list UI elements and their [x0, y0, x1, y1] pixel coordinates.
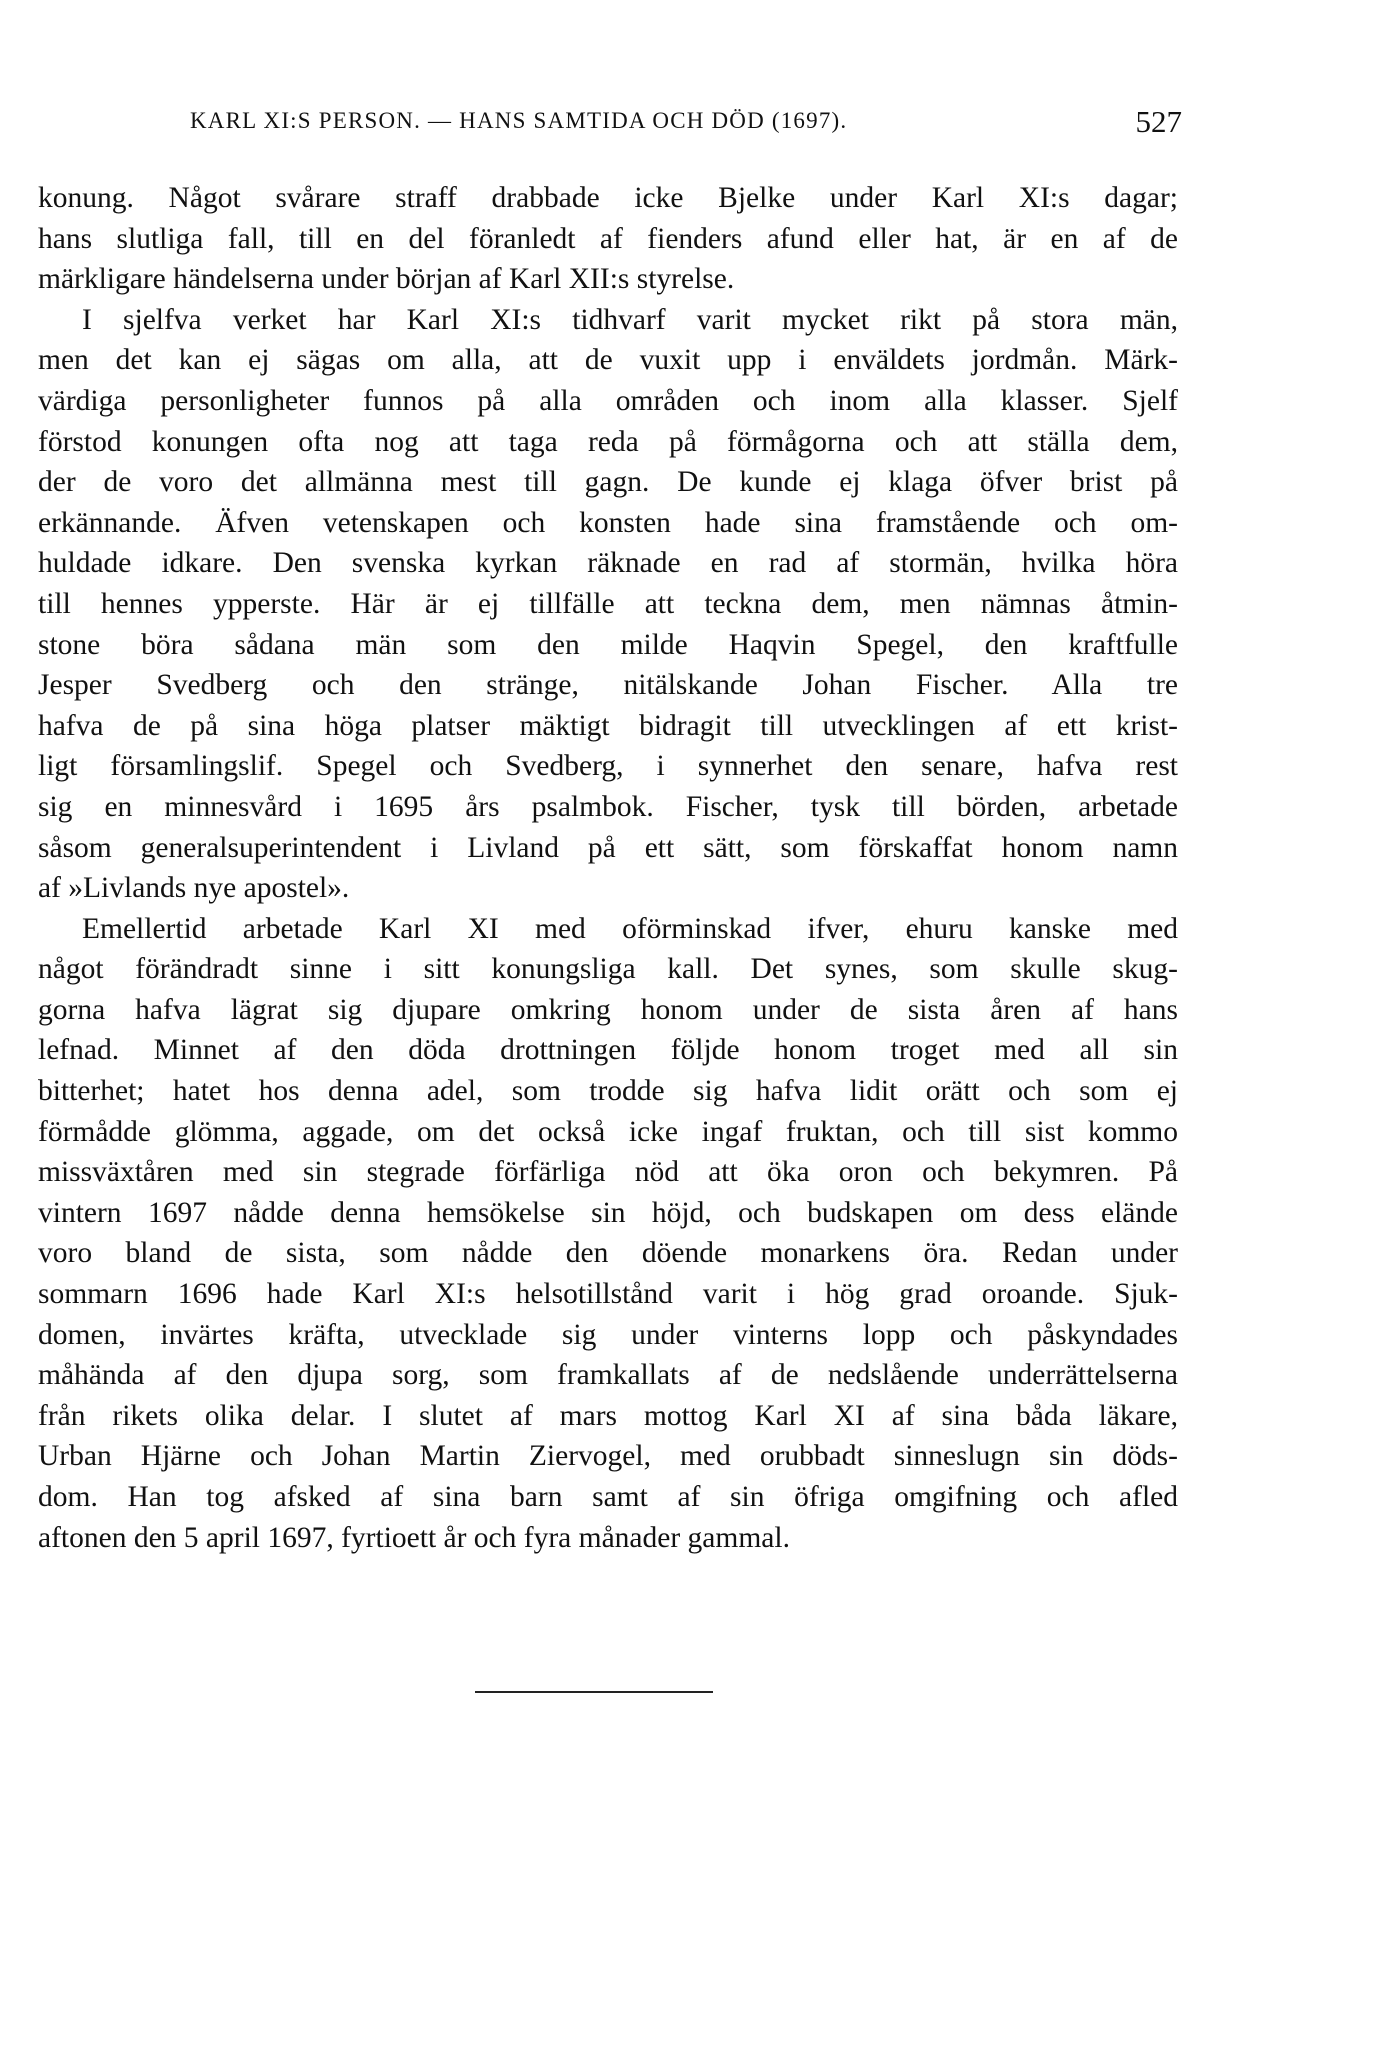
text-line: missväxtåren med sin stegrade förfärliga nöd att öka oron och bekymren. På	[38, 1156, 1178, 1189]
text-line: förstod konungen ofta nog att taga reda på förmågorna och att ställa dem,	[38, 425, 1178, 458]
text-line: huldade idkare. Den svenska kyrkan räknade en rad af stormän, hvilka höra	[38, 547, 1178, 580]
text-line: förmådde glömma, aggade, om det också icke ingaf fruktan, och till sist kommo	[38, 1115, 1178, 1148]
text-line: måhända af den djupa sorg, som framkallats af de nedslående underrättelserna	[38, 1359, 1178, 1392]
text-line: Emellertid arbetade Karl XI med oförminskad ifver, ehuru kanske med	[82, 912, 1178, 945]
page-number: 527	[1135, 104, 1182, 139]
text-line: Jesper Svedberg och den stränge, nitälskande Johan Fischer. Alla tre	[38, 669, 1178, 702]
text-line: Urban Hjärne och Johan Martin Ziervogel, med orubbadt sinneslugn sin döds-	[38, 1440, 1178, 1473]
text-line: I sjelfva verket har Karl XI:s tidhvarf varit mycket rikt på stora män,	[82, 303, 1178, 336]
text-line: voro bland de sista, som nådde den döende monarkens öra. Redan under	[38, 1237, 1178, 1270]
body-text	[38, 178, 1178, 1558]
text-line: lefnad. Minnet af den döda drottningen följde honom troget med all sin	[38, 1034, 1178, 1067]
running-title: KARL XI:S PERSON. — HANS SAMTIDA OCH DÖD (1697).	[190, 108, 848, 133]
text-line: sig en minnesvård i 1695 års psalmbok. Fischer, tysk till börden, arbetade	[38, 790, 1178, 823]
text-line: vintern 1697 nådde denna hemsökelse sin höjd, och budskapen om dess elände	[38, 1196, 1178, 1229]
text-line: erkännande. Äfven vetenskapen och konsten hade sina framstående och om-	[38, 506, 1178, 539]
text-line: gorna hafva lägrat sig djupare omkring honom under de sista åren af hans	[38, 993, 1178, 1026]
text-line: konung. Något svårare straff drabbade icke Bjelke under Karl XI:s dagar;	[38, 182, 1178, 214]
text-line: men det kan ej sägas om alla, att de vuxit upp i enväldets jordmån. Märk-	[38, 344, 1178, 377]
text-line: bitterhet; hatet hos denna adel, som trodde sig hafva lidit orätt och som ej	[38, 1075, 1178, 1108]
text-line: från rikets olika delar. I slutet af mars mottog Karl XI af sina båda läkare,	[38, 1399, 1178, 1432]
text-line: till hennes ypperste. Här är ej tillfälle att teckna dem, men nämnas åtmin-	[38, 587, 1178, 620]
text-line: sommarn 1696 hade Karl XI:s helsotillstånd varit i hög grad oroande. Sjuk-	[38, 1278, 1178, 1311]
running-head	[190, 104, 1190, 148]
text-line: värdiga personligheter funnos på alla områden och inom alla klasser. Sjelf	[38, 384, 1178, 417]
text-line: domen, invärtes kräfta, utvecklade sig under vinterns lopp och påskyndades	[38, 1318, 1178, 1351]
text-line: hafva de på sina höga platser mäktigt bidragit till utvecklingen af ett krist-	[38, 709, 1178, 742]
text-line: der de voro det allmänna mest till gagn. De kunde ej klaga öfver brist på	[38, 466, 1178, 499]
text-line: såsom generalsuperintendent i Livland på ett sätt, som förskaffat honom namn	[38, 831, 1178, 864]
section-divider	[475, 1691, 713, 1693]
text-line: stone böra sådana män som den milde Haqvin Spegel, den kraftfulle	[38, 628, 1178, 661]
text-line: aftonen den 5 april 1697, fyrtioett år och fyra månader gammal.	[38, 1521, 790, 1554]
text-line: något förändradt sinne i sitt konungsliga kall. Det synes, som skulle skug-	[38, 953, 1178, 986]
text-line: hans slutliga fall, till en del föranledt af fienders afund eller hat, är en af de	[38, 222, 1178, 255]
text-line: ligt församlingslif. Spegel och Svedberg, i synnerhet den senare, hafva rest	[38, 750, 1178, 783]
text-line: märkligare händelserna under början af Karl XII:s styrelse.	[38, 263, 735, 296]
text-line: af »Livlands nye apostel».	[38, 872, 350, 905]
text-line: dom. Han tog afsked af sina barn samt af sin öfriga omgifning och afled	[38, 1481, 1178, 1513]
